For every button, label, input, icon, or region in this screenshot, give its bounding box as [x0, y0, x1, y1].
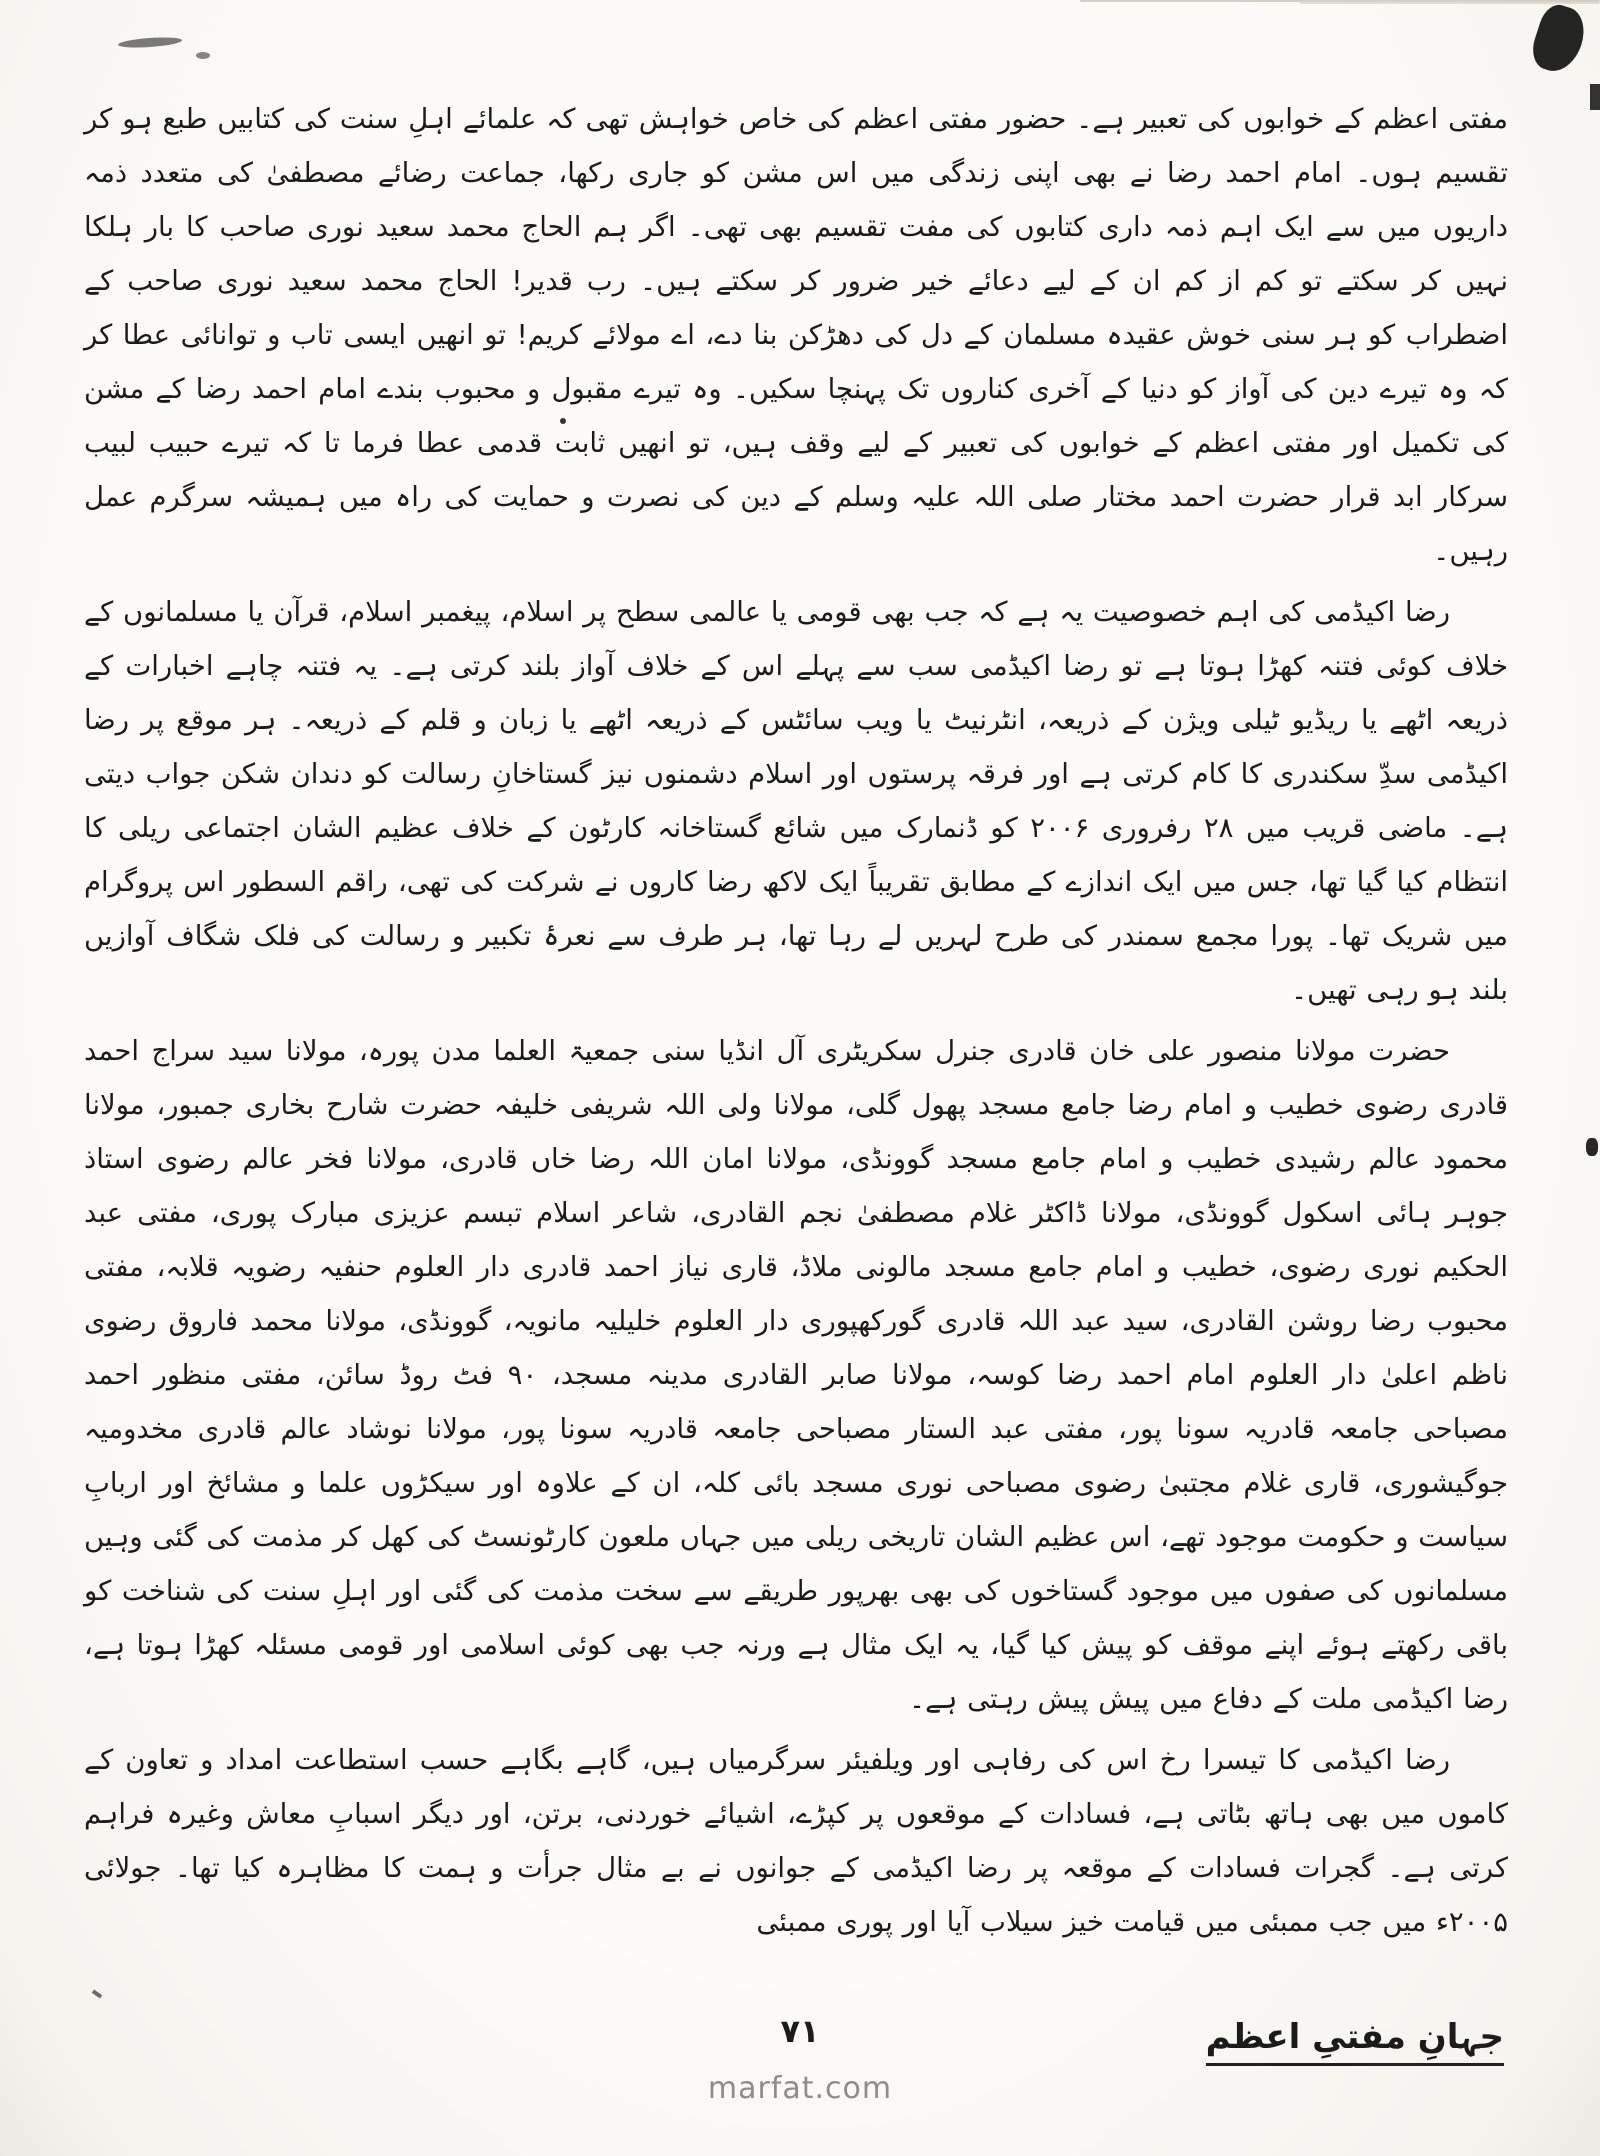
scan-artifact-bottom-tick	[92, 1989, 102, 1998]
page-text-block	[84, 92, 1508, 1956]
scan-artifact-right-tick	[1586, 1138, 1598, 1156]
paragraph-3: حضرت مولانا منصور علی خان قادری جنرل سکریٹری آل انڈیا سنی جمعیۃ العلما مدن پورہ، مولانا سید سراج احمد قادری رضوی خطیب و امام رضا جامع مسجد پھول گلی، مولانا ولی اللہ شریفی خلیفہ حضرت شارح بخاری جمبور، مولانا محمود عالم رشیدی خطیب و امام جامع مسجد گوونڈی، مولانا امان اللہ رضا خاں قادری، مولانا فخر عالم رضوی استاذ جوہر ہائی اسکول گوونڈی، مولانا ڈاکٹر غلام مصطفیٰ نجم القادری، شاعر اسلام تبسم عزیزی مبارک پوری، مفتی عبد الحکیم نوری رضوی، خطیب و امام جامع مسجد مالونی ملاڈ، قاری نیاز احمد قادری دار العلوم حنفیہ رضویہ قلابہ، مفتی محبوب رضا روشن القادری، سید عبد اللہ قادری گورکھپوری دار العلوم خلیلیہ مانویہ، گوونڈی، مولانا محمد فاروق رضوی ناظم اعلیٰ دار العلوم امام احمد رضا کوسہ، مولانا صابر القادری مدینہ مسجد، ۹۰ فٹ روڈ سائن، مفتی منظور احمد مصباحی جامعہ قادریہ سونا پور، مفتی عبد الستار مصباحی جامعہ قادریہ سونا پور، مولانا نوشاد عالم قادری مخدومیہ جوگیشوری، قاری غلام مجتبیٰ رضوی مصباحی نوری مسجد بائی کلہ، ان کے علاوہ اور سیکڑوں علما و مشائخ اور اربابِ سیاست و حکومت موجود تھے، اس عظیم الشان تاریخی ریلی میں جہاں ملعون کارٹونسٹ کی کھل کر مذمت کی گئی وہیں مسلمانوں کی صفوں میں موجود گستاخوں کی بھی بھرپور طریقے سے سخت مذمت کی گئی اور اہلِ سنت کی شناخت کو باقی رکھتے ہوئے اپنے موقف کو پیش کیا گیا، یہ ایک مثال ہے ورنہ جب بھی کوئی اسلامی اور قومی مسئلہ کھڑا ہوتا ہے، رضا اکیڈمی ملت کے دفاع میں پیش پیش رہتی ہے۔	[84, 1035, 1508, 1715]
scan-artifact-edge-mark	[1590, 84, 1600, 110]
paragraph-4: رضا اکیڈمی کا تیسرا رخ اس کی رفاہی اور ویلفیئر سرگرمیاں ہیں، گاہے بگاہے حسب استطاعت امداد و تعاون کے کاموں میں بھی ہاتھ بٹاتی ہے، فسادات کے موقعوں پر کپڑے، اشیائے خوردنی، برتن، اور دیگر اسبابِ معاش وغیرہ فراہم کرتی ہے۔ گجرات فسادات کے موقعہ پر رضا اکیڈمی کے جوانوں نے بے مثال جرأت و ہمت کا مظاہرہ کیا تھا۔ جولائی ۲۰۰۵ء میں جب ممبئی میں قیامت خیز سیلاب آیا اور پوری ممبئی	[84, 1744, 1508, 1938]
scan-artifact-streak-2	[1300, 2, 1600, 4]
paragraph-2: رضا اکیڈمی کی اہم خصوصیت یہ ہے کہ جب بھی قومی یا عالمی سطح پر اسلام، پیغمبر اسلام، قرآن یا مسلمانوں کے خلاف کوئی فتنہ کھڑا ہوتا ہے تو رضا اکیڈمی سب سے پہلے اس کے خلاف آواز بلند کرتی ہے۔ یہ فتنہ چاہے اخبارات کے ذریعہ اٹھے یا ریڈیو ٹیلی ویژن کے ذریعہ، انٹرنیٹ یا ویب سائٹس کے ذریعہ اٹھے یا زبان و قلم کے ذریعہ۔ ہر موقع پر رضا اکیڈمی سدِّ سکندری کا کام کرتی ہے اور فرقہ پرستوں اور اسلام دشمنوں نیز گستاخانِ رسالت کو دندان شکن جواب دیتی ہے۔ ماضی قریب میں ۲۸ رفروری ۲۰۰۶ کو ڈنمارک میں شائع گستاخانہ کارٹون کے خلاف عظیم الشان اجتماعی ریلی کا انتظام کیا گیا تھا، جس میں ایک اندازے کے مطابق تقریباً ایک لاکھ رضا کاروں نے شرکت کی تھی، راقم السطور اس پروگرام میں شریک تھا۔ پورا مجمع سمندر کی طرح لہریں لے رہا تھا، ہر طرف سے نعرۂ تکبیر و رسالت کی فلک شگاف آوازیں بلند ہو رہی تھیں۔	[84, 596, 1508, 1006]
paragraph-1: مفتی اعظم کے خوابوں کی تعبیر ہے۔ حضور مفتی اعظم کی خاص خواہش تھی کہ علمائے اہلِ سنت کی کتابیں طبع ہو کر تقسیم ہوں۔ امام احمد رضا نے بھی اپنی زندگی میں اس مشن کو جاری رکھا، جماعت رضائے مصطفیٰ کی متعدد ذمہ داریوں میں سے ایک اہم ذمہ داری کتابوں کی مفت تقسیم بھی تھی۔ اگر ہم الحاج محمد سعید نوری صاحب کا بار ہلکا نہیں کر سکتے تو کم از کم ان کے لیے دعائے خیر ضرور کر سکتے ہیں۔ رب قدیر! الحاج محمد سعید نوری صاحب کے اضطراب کو ہر سنی خوش عقیدہ مسلمان کے دل کی دھڑکن بنا دے، اے مولائے کریم! تو انھیں ایسی تاب و توانائی عطا کر کہ وہ تیرے دین کی آواز کو دنیا کے آخری کناروں تک پہنچا سکیں۔ وہ تیرے مقبول و محبوب بندے امام احمد رضا کے مشن کی تکمیل اور مفتی اعظم کے خوابوں کی تعبیر کے لیے وقف ہیں، تو انھیں ثابت قدمی عطا فرما تا کہ تیرے حبیب لبیب سرکار ابد قرار حضرت احمد مختار صلی اللہ علیہ وسلم کے دین کی نصرت و حمایت کی راہ میں ہمیشہ سرگرم عمل رہیں۔	[84, 103, 1508, 567]
book-title: جہانِ مفتیِ اعظم	[1206, 2016, 1504, 2066]
page-footer	[0, 2000, 1600, 2120]
scan-artifact-smudge	[118, 36, 182, 49]
watermark-text: marfat.com	[707, 2071, 893, 2106]
page-number: ۷۱	[780, 2012, 820, 2050]
scan-artifact-blob	[1527, 1, 1591, 78]
scan-artifact-dot	[196, 52, 210, 59]
